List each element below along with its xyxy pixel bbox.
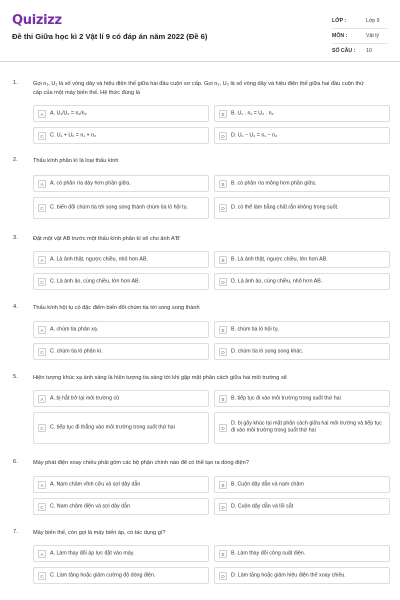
question-number: 2. bbox=[13, 157, 18, 163]
option-letter: C bbox=[38, 278, 46, 286]
question-number: 1. bbox=[13, 80, 18, 86]
option-c[interactable] bbox=[33, 127, 209, 144]
option-text: D. U₁ − U₂ = n₁ − n₂ bbox=[231, 131, 278, 138]
worksheet-meta bbox=[332, 14, 388, 58]
option-letter: C bbox=[38, 204, 46, 212]
option-a[interactable] bbox=[33, 105, 209, 122]
option-text: C. tiếp tục đi thẳng vào môi trường trong suốt thứ hai bbox=[50, 424, 175, 431]
option-text: B. tiếp tục đi vào môi trường trong suốt thứ hai bbox=[231, 394, 341, 401]
option-text: D. Làm tăng hoặc giảm hiệu điện thế xoay chiều. bbox=[231, 571, 346, 578]
option-text: C. chùm tia ló phân kì. bbox=[50, 347, 103, 354]
option-a[interactable] bbox=[33, 390, 209, 407]
question-text: Thấu kính phân kì là loại thấu kính bbox=[33, 158, 119, 164]
meta-row-class bbox=[332, 14, 388, 29]
question-number: 6. bbox=[13, 459, 18, 465]
option-letter: B bbox=[219, 395, 227, 403]
option-c[interactable] bbox=[33, 343, 209, 360]
question-number: 7. bbox=[13, 529, 18, 535]
option-letter: D bbox=[219, 278, 227, 286]
option-text: A. bị hắt trở lại môi trường cũ bbox=[50, 394, 120, 401]
option-text: B. Là ảnh thật, ngược chiều, lớn hơn AB. bbox=[231, 255, 328, 262]
option-letter: C bbox=[38, 503, 46, 511]
option-text: B. chùm tia ló hội tụ. bbox=[231, 325, 279, 332]
option-text: B. có phần rìa mỏng hơn phần giữa. bbox=[231, 179, 317, 186]
option-text: D. bị gãy khúc tại mặt phân cách giữa hai môi trường và tiếp tục đi vào môi trường trong suốt thứ hai bbox=[231, 420, 382, 434]
option-letter: B bbox=[219, 110, 227, 118]
option-letter: A bbox=[38, 481, 46, 489]
option-text: A. Là ảnh thật, ngược chiều, nhỏ hơn AB. bbox=[50, 255, 148, 262]
question-number: 3. bbox=[13, 235, 18, 241]
option-a[interactable] bbox=[33, 476, 209, 493]
option-b[interactable] bbox=[214, 251, 390, 268]
option-a[interactable] bbox=[33, 545, 209, 562]
meta-label: MÔN : bbox=[332, 33, 348, 39]
meta-value: Lớp 9 bbox=[366, 18, 380, 24]
question-text: Thấu kính hội tụ có đặc điểm biến đổi chùm tia tới song song thành bbox=[33, 305, 200, 311]
option-text: A. Làm thay đổi áp lực đặt vào máy. bbox=[50, 549, 135, 556]
quizizz-logo: Quizizz bbox=[12, 13, 62, 28]
option-text: B. Cuộn dây dẫn và nam châm bbox=[231, 480, 304, 487]
option-text: D. có thể làm bằng chất rắn không trong suốt. bbox=[231, 204, 339, 211]
option-text: C. Làm tăng hoặc giảm cường độ dòng điện. bbox=[50, 571, 156, 578]
option-a[interactable] bbox=[33, 251, 209, 268]
option-a[interactable] bbox=[33, 175, 209, 192]
option-text: B. Làm thay đổi công suất điện. bbox=[231, 549, 306, 556]
option-text: A. chùm tia phản xạ. bbox=[50, 325, 99, 332]
option-letter: A bbox=[38, 395, 46, 403]
option-letter: B bbox=[219, 256, 227, 264]
option-letter: D bbox=[219, 348, 227, 356]
option-a[interactable] bbox=[33, 321, 209, 338]
question-text: Máy phát điện xoay chiều phải gồm các bộ phận chính nào để có thể tạo ra dòng điện? bbox=[33, 460, 249, 466]
meta-value: Vật lý bbox=[366, 33, 379, 39]
option-d[interactable] bbox=[214, 127, 390, 144]
option-d[interactable] bbox=[214, 343, 390, 360]
option-letter: C bbox=[38, 348, 46, 356]
option-text: A. U₁/U₂ = n₁/n₂ bbox=[50, 109, 87, 116]
option-letter: C bbox=[38, 572, 46, 580]
option-letter: A bbox=[38, 110, 46, 118]
option-b[interactable] bbox=[214, 105, 390, 122]
option-text: B. U₁ . n₁ = U₂ . n₂ bbox=[231, 109, 274, 116]
option-letter: A bbox=[38, 256, 46, 264]
option-text: D. Cuộn dây dẫn và lõi sắt bbox=[231, 502, 294, 509]
option-text: C. Nam châm điện và sợi dây dẫn bbox=[50, 502, 131, 509]
option-c[interactable] bbox=[33, 498, 209, 515]
question-text: Máy biến thế, còn gọi là máy biến áp, có tác dụng gì? bbox=[33, 530, 166, 536]
meta-row-question-count bbox=[332, 44, 388, 58]
option-letter: B bbox=[219, 481, 227, 489]
option-b[interactable] bbox=[214, 476, 390, 493]
meta-label: SỐ CÂU : bbox=[332, 48, 356, 54]
option-d[interactable] bbox=[214, 498, 390, 515]
option-letter: C bbox=[38, 424, 46, 432]
option-text: C. Là ảnh ảo, cùng chiều, lớn hơn AB. bbox=[50, 277, 140, 284]
option-letter: D bbox=[219, 503, 227, 511]
option-b[interactable] bbox=[214, 390, 390, 407]
option-text: D. Là ảnh ảo, cùng chiều, nhỏ hơn AB. bbox=[231, 277, 323, 284]
meta-row-subject bbox=[332, 29, 388, 44]
meta-label: LỚP : bbox=[332, 18, 347, 24]
option-letter: C bbox=[38, 132, 46, 140]
question-text: Gọi n₁, U₁ là số vòng dây và hiệu điện thế giữa hai đầu cuộn sơ cấp. Gọi n₂, U₂ là số vòng dây và hiệu điện thế giữa hai đầu cuộn thứ cấp của một máy biến thế. Hệ thức đúng là bbox=[33, 81, 364, 96]
option-d[interactable] bbox=[214, 273, 390, 290]
option-letter: B bbox=[219, 180, 227, 188]
option-b[interactable] bbox=[214, 175, 390, 192]
question-number: 5. bbox=[13, 374, 18, 380]
option-text: C. U₁ + U₂ = n₁ + n₂ bbox=[50, 131, 97, 138]
question-number: 4. bbox=[13, 304, 18, 310]
question-text: Đặt một vật AB trước một thấu kính phân kì sẽ cho ảnh A'B' bbox=[33, 236, 181, 242]
option-letter: D bbox=[219, 204, 227, 212]
option-letter: D bbox=[219, 572, 227, 580]
option-text: C. biến đổi chùm tia tới song song thành chùm tia ló hội tụ. bbox=[50, 204, 189, 211]
option-letter: A bbox=[38, 550, 46, 558]
option-text: D. chùm tia ló song song khác. bbox=[231, 347, 304, 354]
option-letter: A bbox=[38, 326, 46, 334]
option-text: A. Nam châm vĩnh cửu và sợi dây dẫn bbox=[50, 480, 141, 487]
option-letter: B bbox=[219, 326, 227, 334]
option-letter: A bbox=[38, 180, 46, 188]
option-d[interactable] bbox=[214, 197, 390, 219]
option-d[interactable] bbox=[214, 567, 390, 584]
option-d[interactable] bbox=[214, 412, 390, 444]
option-c[interactable] bbox=[33, 197, 209, 219]
meta-value: 10 bbox=[366, 48, 372, 54]
option-letter: B bbox=[219, 550, 227, 558]
option-b[interactable] bbox=[214, 321, 390, 338]
option-c[interactable] bbox=[33, 567, 209, 584]
option-c[interactable] bbox=[33, 412, 209, 444]
option-letter: D bbox=[219, 132, 227, 140]
option-c[interactable] bbox=[33, 273, 209, 290]
question-text: Hiện tượng khúc xạ ánh sáng là hiện tượng tia sáng tới khi gặp mặt phân cách giữa hai môi trường sẽ bbox=[33, 375, 287, 381]
option-text: A. có phần rìa dày hơn phần giữa. bbox=[50, 179, 131, 186]
header-divider bbox=[0, 61, 400, 62]
option-b[interactable] bbox=[214, 545, 390, 562]
document-title: Đề thi Giữa học kì 2 Vật lí 9 có đáp án năm 2022 (Đề 6) bbox=[12, 32, 208, 41]
option-letter: D bbox=[219, 424, 227, 432]
